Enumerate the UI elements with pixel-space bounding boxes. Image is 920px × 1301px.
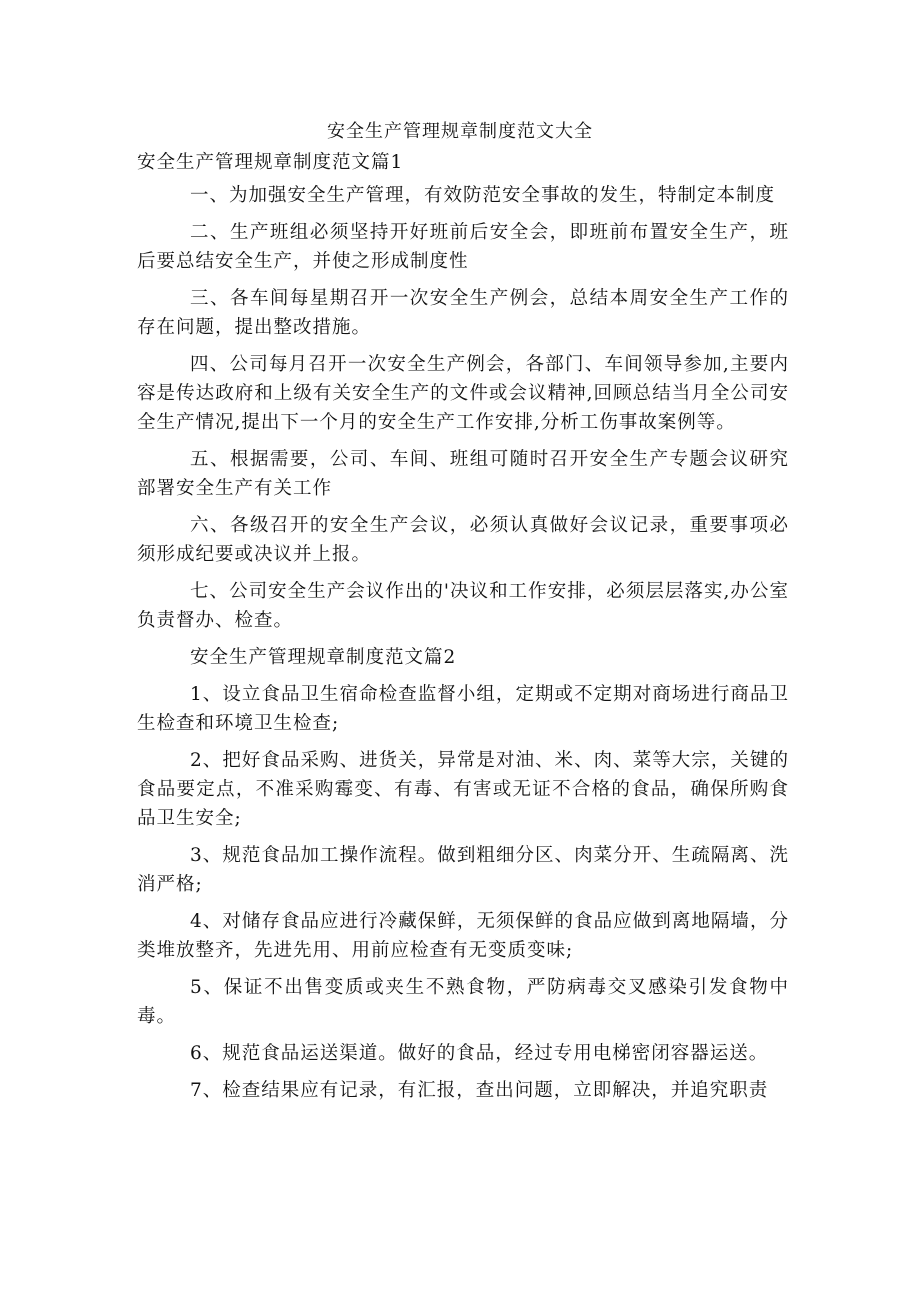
paragraph: 七、公司安全生产会议作出的'决议和工作安排，必须层层落实,办公室负责督办、检查。 xyxy=(137,581,789,631)
paragraph: 三、各车间每星期召开一次安全生产例会，总结本周安全生产工作的存在问题，提出整改措施。 xyxy=(137,288,789,338)
paragraph: 7、检查结果应有记录，有汇报，查出问题，立即解决，并追究职责 xyxy=(190,1080,769,1101)
paragraph: 1、设立食品卫生宿命检查监督小组，定期或不定期对商场进行商品卫生检查和环境卫生检查; xyxy=(137,684,789,734)
paragraph: 二、生产班组必须坚持开好班前后安全会，即班前布置安全生产，班后要总结安全生产，并使之形成制度性 xyxy=(137,222,789,272)
document-body xyxy=(137,150,789,1113)
document-title: 安全生产管理规章制度范文大全 xyxy=(327,121,593,142)
paragraph: 3、规范食品加工操作流程。做到粗细分区、肉菜分开、生疏隔离、洗消严格; xyxy=(137,845,789,895)
paragraph: 五、根据需要，公司、车间、班组可随时召开安全生产专题会议研究部署安全生产有关工作 xyxy=(137,449,789,499)
paragraph: 2、把好食品采购、进货关，异常是对油、米、肉、菜等大宗，关键的食品要定点，不准采购霉变、有毒、有害或无证不合格的食品，确保所购食品卫生安全; xyxy=(137,750,789,829)
paragraph: 四、公司每月召开一次安全生产例会，各部门、车间领导参加,主要内容是传达政府和上级有关安全生产的文件或会议精神,回顾总结当月全公司安全生产情况,提出下一个月的安全生产工作安排,分析工伤事故案例等。 xyxy=(137,354,789,433)
section-1-heading: 安全生产管理规章制度范文篇1 xyxy=(137,152,404,173)
paragraph: 4、对储存食品应进行冷藏保鲜，无须保鲜的食品应做到离地隔墙，分类堆放整齐，先进先用、用前应检查有无变质变味; xyxy=(137,911,789,961)
section-2-heading: 安全生产管理规章制度范文篇2 xyxy=(190,647,457,668)
paragraph: 六、各级召开的安全生产会议，必须认真做好会议记录，重要事项必须形成纪要或决议并上报。 xyxy=(137,515,789,565)
paragraph: 6、规范食品运送渠道。做好的食品，经过专用电梯密闭容器运送。 xyxy=(190,1043,769,1064)
paragraph: 5、保证不出售变质或夹生不熟食物，严防病毒交叉感染引发食物中毒。 xyxy=(137,977,789,1027)
paragraph: 一、为加强安全生产管理，有效防范安全事故的发生，特制定本制度 xyxy=(190,185,776,206)
